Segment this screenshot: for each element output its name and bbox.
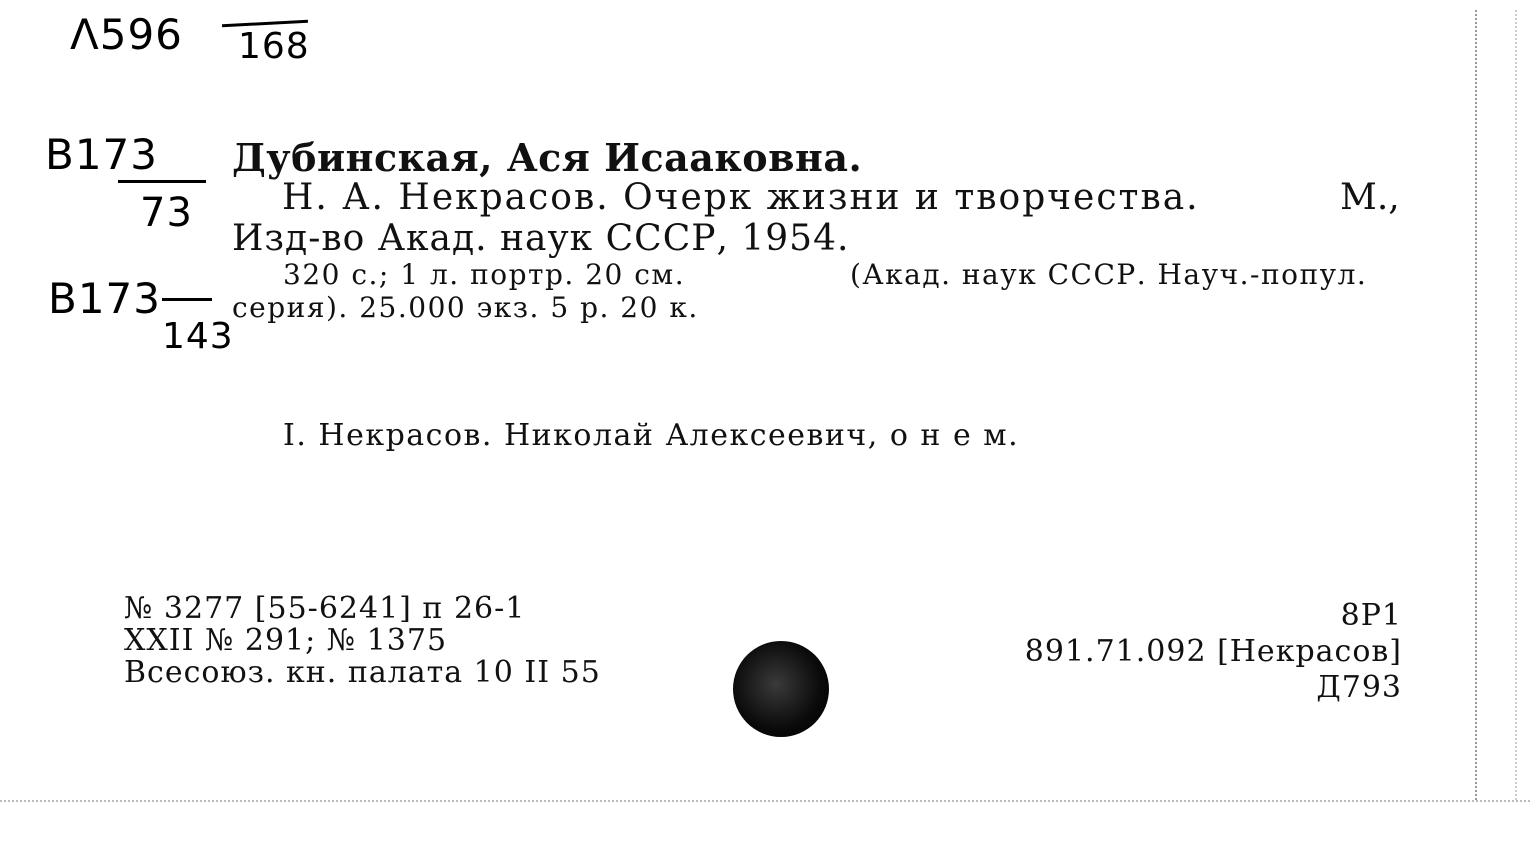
record-series-start: (Акад. наук СССР. Науч.-попул.	[850, 258, 1368, 291]
scan-edge-line-outer	[1515, 10, 1517, 800]
shelf-mark-denominator: 168	[238, 26, 310, 67]
imprint-line-1: № 3277 [55-6241] п 26-1	[124, 591, 526, 626]
imprint-line-3: Всесоюз. кн. палата 10 II 55	[124, 655, 601, 690]
classification-line-3: Д793	[1316, 670, 1402, 705]
imprint-block	[124, 593, 601, 689]
handwritten-code-2-denominator: 143	[162, 316, 234, 357]
handwritten-code-1: B173	[45, 130, 158, 179]
record-subject-tracing: I. Некрасов. Николай Алексеевич, о н е м.	[283, 418, 1020, 453]
scan-edge-line	[1475, 10, 1477, 800]
handwritten-code-1-denominator: 73	[140, 190, 193, 236]
record-city: М.,	[1340, 177, 1400, 218]
record-publisher: Изд-во Акад. наук СССР, 1954.	[232, 218, 850, 259]
record-title: Н. А. Некрасов. Очерк жизни и творчества.	[282, 177, 1200, 218]
record-collation: 320 с.; 1 л. портр. 20 см.	[283, 258, 686, 291]
classification-line-2: 891.71.092 [Некрасов]	[1024, 634, 1402, 669]
code-1-rule	[118, 180, 206, 183]
classification-line-1: 8Р1	[1340, 598, 1402, 633]
handwritten-shelf-mark	[70, 10, 183, 59]
classification-block	[1025, 598, 1402, 706]
scan-bottom-edge	[0, 800, 1530, 804]
record-series-end: серия). 25.000 экз. 5 р. 20 к.	[232, 291, 699, 324]
shelf-mark-number: Λ596	[70, 10, 183, 59]
punch-hole	[733, 641, 829, 737]
handwritten-code-2: B173	[48, 274, 161, 323]
record-author: Дубинская, Ася Исааковна.	[232, 135, 863, 180]
code-2-rule	[162, 298, 212, 301]
imprint-line-2: XXII № 291; № 1375	[124, 623, 448, 658]
